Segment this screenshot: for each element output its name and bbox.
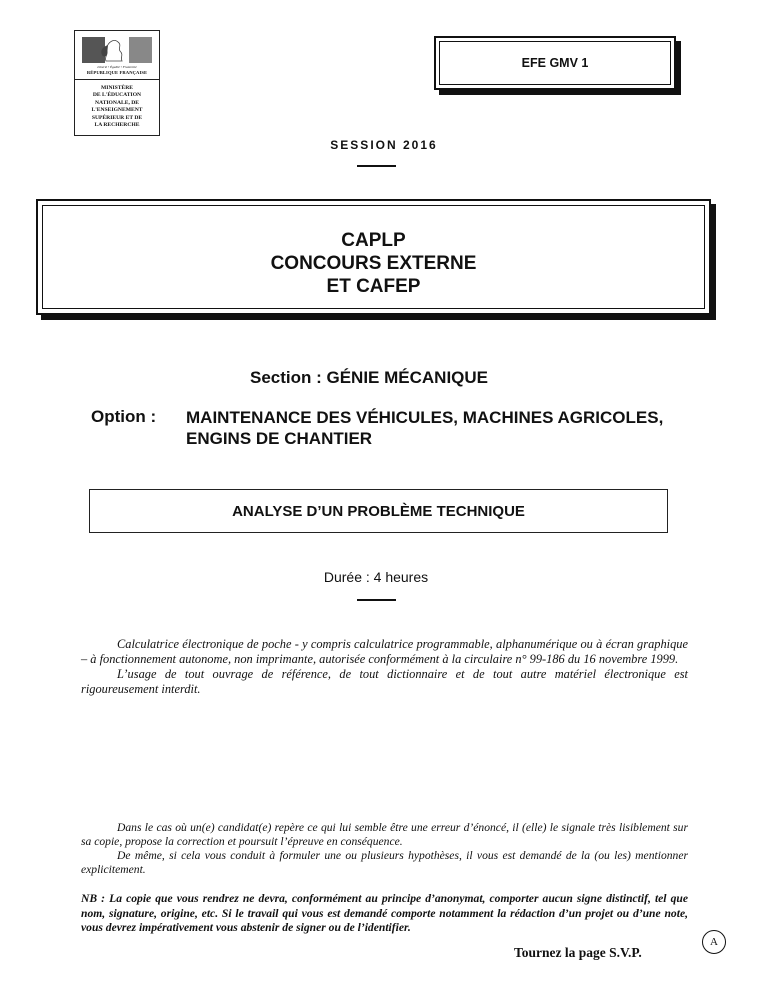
nb-paragraph: NB : La copie que vous rendrez ne devra, conformément au principe d’anonymat, comporter aucun signe distinctif, tel que nom, signature, origine, etc. Si le travail qui vous est demandé comporte notamment la rédaction d’un projet ou d’une note, vous devrez impérativement vous abstenir de signer ou de l’identifier.	[81, 892, 688, 935]
title-line-1: CAPLP	[341, 230, 406, 251]
logo-divider	[75, 79, 159, 80]
turn-page-label: Tournez la page S.V.P.	[514, 945, 642, 960]
option-label: Option :	[91, 407, 157, 426]
hypotheses-paragraph: De même, si cela vous conduit à formuler une ou plusieurs hypothèses, il vous est demandé de la (ou les) mentionner explicitement.	[81, 849, 688, 876]
section-heading: Section : GÉNIE MÉCANIQUE	[249, 368, 489, 387]
documents-paragraph: L’usage de tout ouvrage de référence, de tout dictionnaire et de tout autre matériel électronique est rigoureusement interdit.	[81, 667, 688, 696]
subject-box: ANALYSE D’UN PROBLÈME TECHNIQUE	[89, 489, 668, 533]
reference-box	[434, 36, 676, 90]
page-letter-badge: A	[702, 930, 726, 954]
session-underline	[357, 165, 396, 167]
option-text: MAINTENANCE DES VÉHICULES, MACHINES AGRICOLES, ENGINS DE CHANTIER	[186, 408, 664, 448]
reference-code: EFE GMV 1	[439, 41, 671, 85]
calculator-instructions	[81, 637, 688, 697]
title-line-3: ET CAFEP	[326, 276, 421, 297]
republic-label: RÉPUBLIQUE FRANÇAISE	[86, 70, 148, 75]
duration-underline	[357, 599, 396, 601]
calculator-paragraph: Calculatrice électronique de poche - y compris calculatrice programmable, alphanumérique ou à écran graphique – à fonctionnement autonome, non imprimante, autorisée conformément à la circulaire n° 99-186 du 16 novembre 1999.	[81, 637, 688, 666]
motto: Liberté • Égalité • Fraternité	[97, 65, 137, 69]
error-paragraph: Dans le cas où un(e) candidat(e) repère ce qui lui semble être une erreur d’énoncé, il (elle) le signale très lisiblement sur sa copie, propose la correction et poursuit l’épreuve en conséquence.	[81, 821, 688, 848]
ministry-logo	[74, 30, 160, 136]
error-instructions	[81, 821, 688, 877]
title-line-2: CONCOURS EXTERNE	[270, 253, 477, 274]
duration-label: Durée : 4 heures	[323, 569, 429, 585]
title-box	[36, 199, 711, 315]
ministry-name: MINISTÈRE DE L'ÉDUCATION NATIONALE, DE L'ENSEIGNEMENT SUPÉRIEUR ET DE LA RECHERCHE	[91, 85, 143, 129]
session-label: SESSION 2016	[330, 138, 438, 152]
